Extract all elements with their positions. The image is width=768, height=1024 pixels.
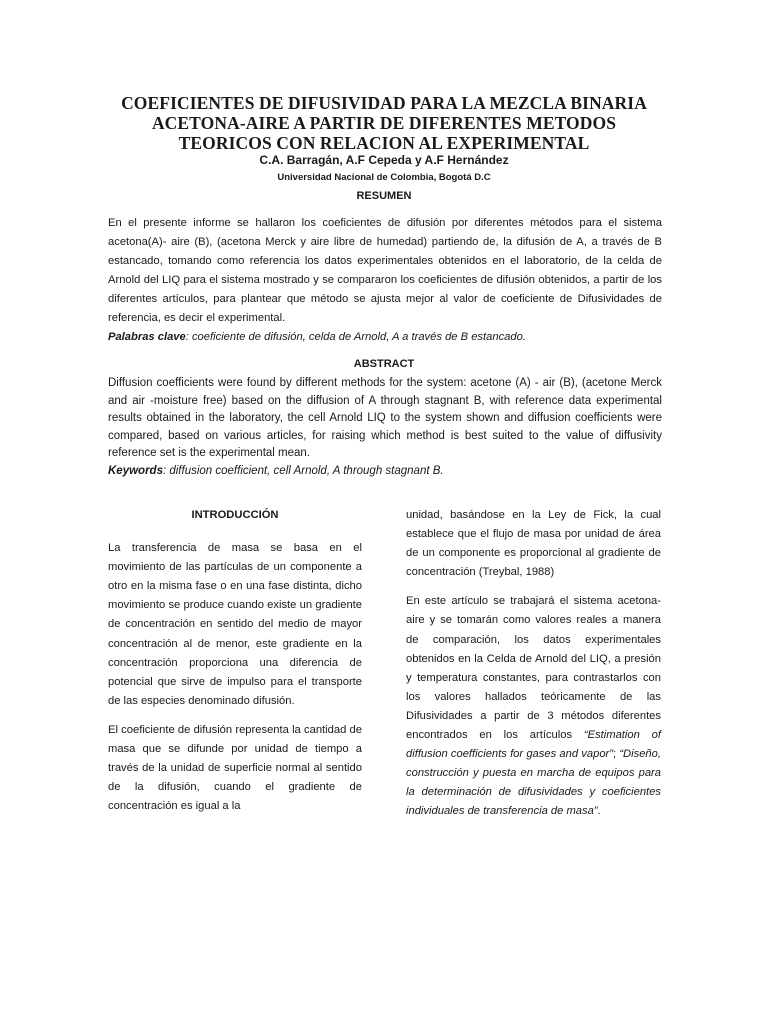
abstract-keywords-text: : diffusion coefficient, cell Arnold, A through stagnant B.: [162, 464, 444, 477]
article-citation-1: “Estimation of diffusion coefficients for gases and vapor”: [406, 729, 661, 761]
resumen-keywords-text: : coeficiente de difusión, celda de Arnold, A a través de B estancado.: [185, 331, 526, 343]
resumen-keywords-label: Palabras clave: [108, 331, 186, 343]
citation-separator: ;: [613, 748, 620, 761]
intro-heading: INTRODUCCIÓN: [191, 509, 279, 521]
title-line-3: TEORICOS CON RELACION AL EXPERIMENTAL: [178, 133, 590, 153]
right-paragraph-2: [406, 592, 661, 821]
intro-paragraph-1: La transferencia de masa se basa en el movimiento de las partículas de un componente a otro en la misma fase o en una fase distinta, dicho movimiento se produce cuando existe un gradiente de concentración en sentido del medio de mayor concentración al de menor, este gradiente en la concentración proporciona una diferencia de potencial que sirve de impulso para el transporte de las especies denominado difusión.: [108, 542, 362, 707]
abstract-heading: ABSTRACT: [353, 358, 415, 370]
right-paragraph-2-lead: En este artículo se trabajará el sistema acetona-aire y se tomarán como valores reales a manera de comparación, los datos experimentales obtenidos en la Celda de Arnold del LIQ, a presión y temperatura constantes, para contrastarlos con los valores hallados teóricamente de las Difusividades a partir de 3 métodos diferentes encontrados en los artículos: [406, 595, 661, 742]
resumen-heading: RESUMEN: [356, 190, 412, 202]
paper-title: [90, 93, 678, 153]
resumen-body: En el presente informe se hallaron los coeficientes de difusión por diferentes métodos para el sistema acetona(A)- aire (B), (acetona Merck y aire libre de humedad) partiendo de, la difusión de A, a través de B estancado, tomando como referencia los datos experimentales obtenidos en el laboratorio, de la celda de Arnold del LIQ para el sistema mostrado y se compararon los coeficientes de difusión obtenidos, a partir de los diferentes artículos, para plantear que método se ajusta mejor al valor de coeficiente de Difusividades de referencia, es decir el experimental.: [108, 217, 662, 324]
intro-paragraph-2: El coeficiente de difusión representa la cantidad de masa que se difunde por unidad de tiempo a través de la unidad de superficie normal al sentido de la difusión, cuando el gradiente de concentración es igual a la: [108, 723, 362, 813]
authors: C.A. Barragán, A.F Cepeda y A.F Hernández: [259, 153, 509, 167]
abstract-keywords-label: Keywords: [108, 464, 163, 477]
right-column: [406, 506, 661, 832]
right-paragraph-1: unidad, basándose en la Ley de Fick, la cual establece que el flujo de masa por unidad de área de un componente es proporcional al gradiente de concentración (Treybal, 1988): [406, 509, 661, 579]
right-paragraph-2-end: .: [597, 805, 601, 818]
left-column: [108, 506, 362, 826]
affiliation: Universidad Nacional de Colombia, Bogotá D.C: [277, 172, 491, 183]
resumen-keywords: [108, 328, 662, 347]
abstract-keywords: [108, 463, 662, 481]
resumen-section: [108, 214, 662, 347]
abstract-body: Diffusion coefficients were found by different methods for the system: acetone (A) - air (B), (acetone Merck and air -moisture free) based on the diffusion of A through stagnant B, with reference data experimental results obtained in the laboratory, the cell Arnold LIQ to the system shown and diffusion coefficients were compared, based on various articles, for raising which method is best suited to the value of diffusivity reference set is the experimental mean.: [108, 377, 662, 460]
title-line-1: COEFICIENTES DE DIFUSIVIDAD PARA LA MEZCLA BINARIA: [121, 93, 647, 113]
abstract-section: [108, 375, 662, 481]
title-line-2: ACETONA-AIRE A PARTIR DE DIFERENTES METODOS: [151, 113, 617, 133]
article-citation-2: “Diseño, construcción y puesta en marcha de equipos para la determinación de difusividades y coeficientes individuales de transferencia de masa”: [406, 748, 661, 818]
